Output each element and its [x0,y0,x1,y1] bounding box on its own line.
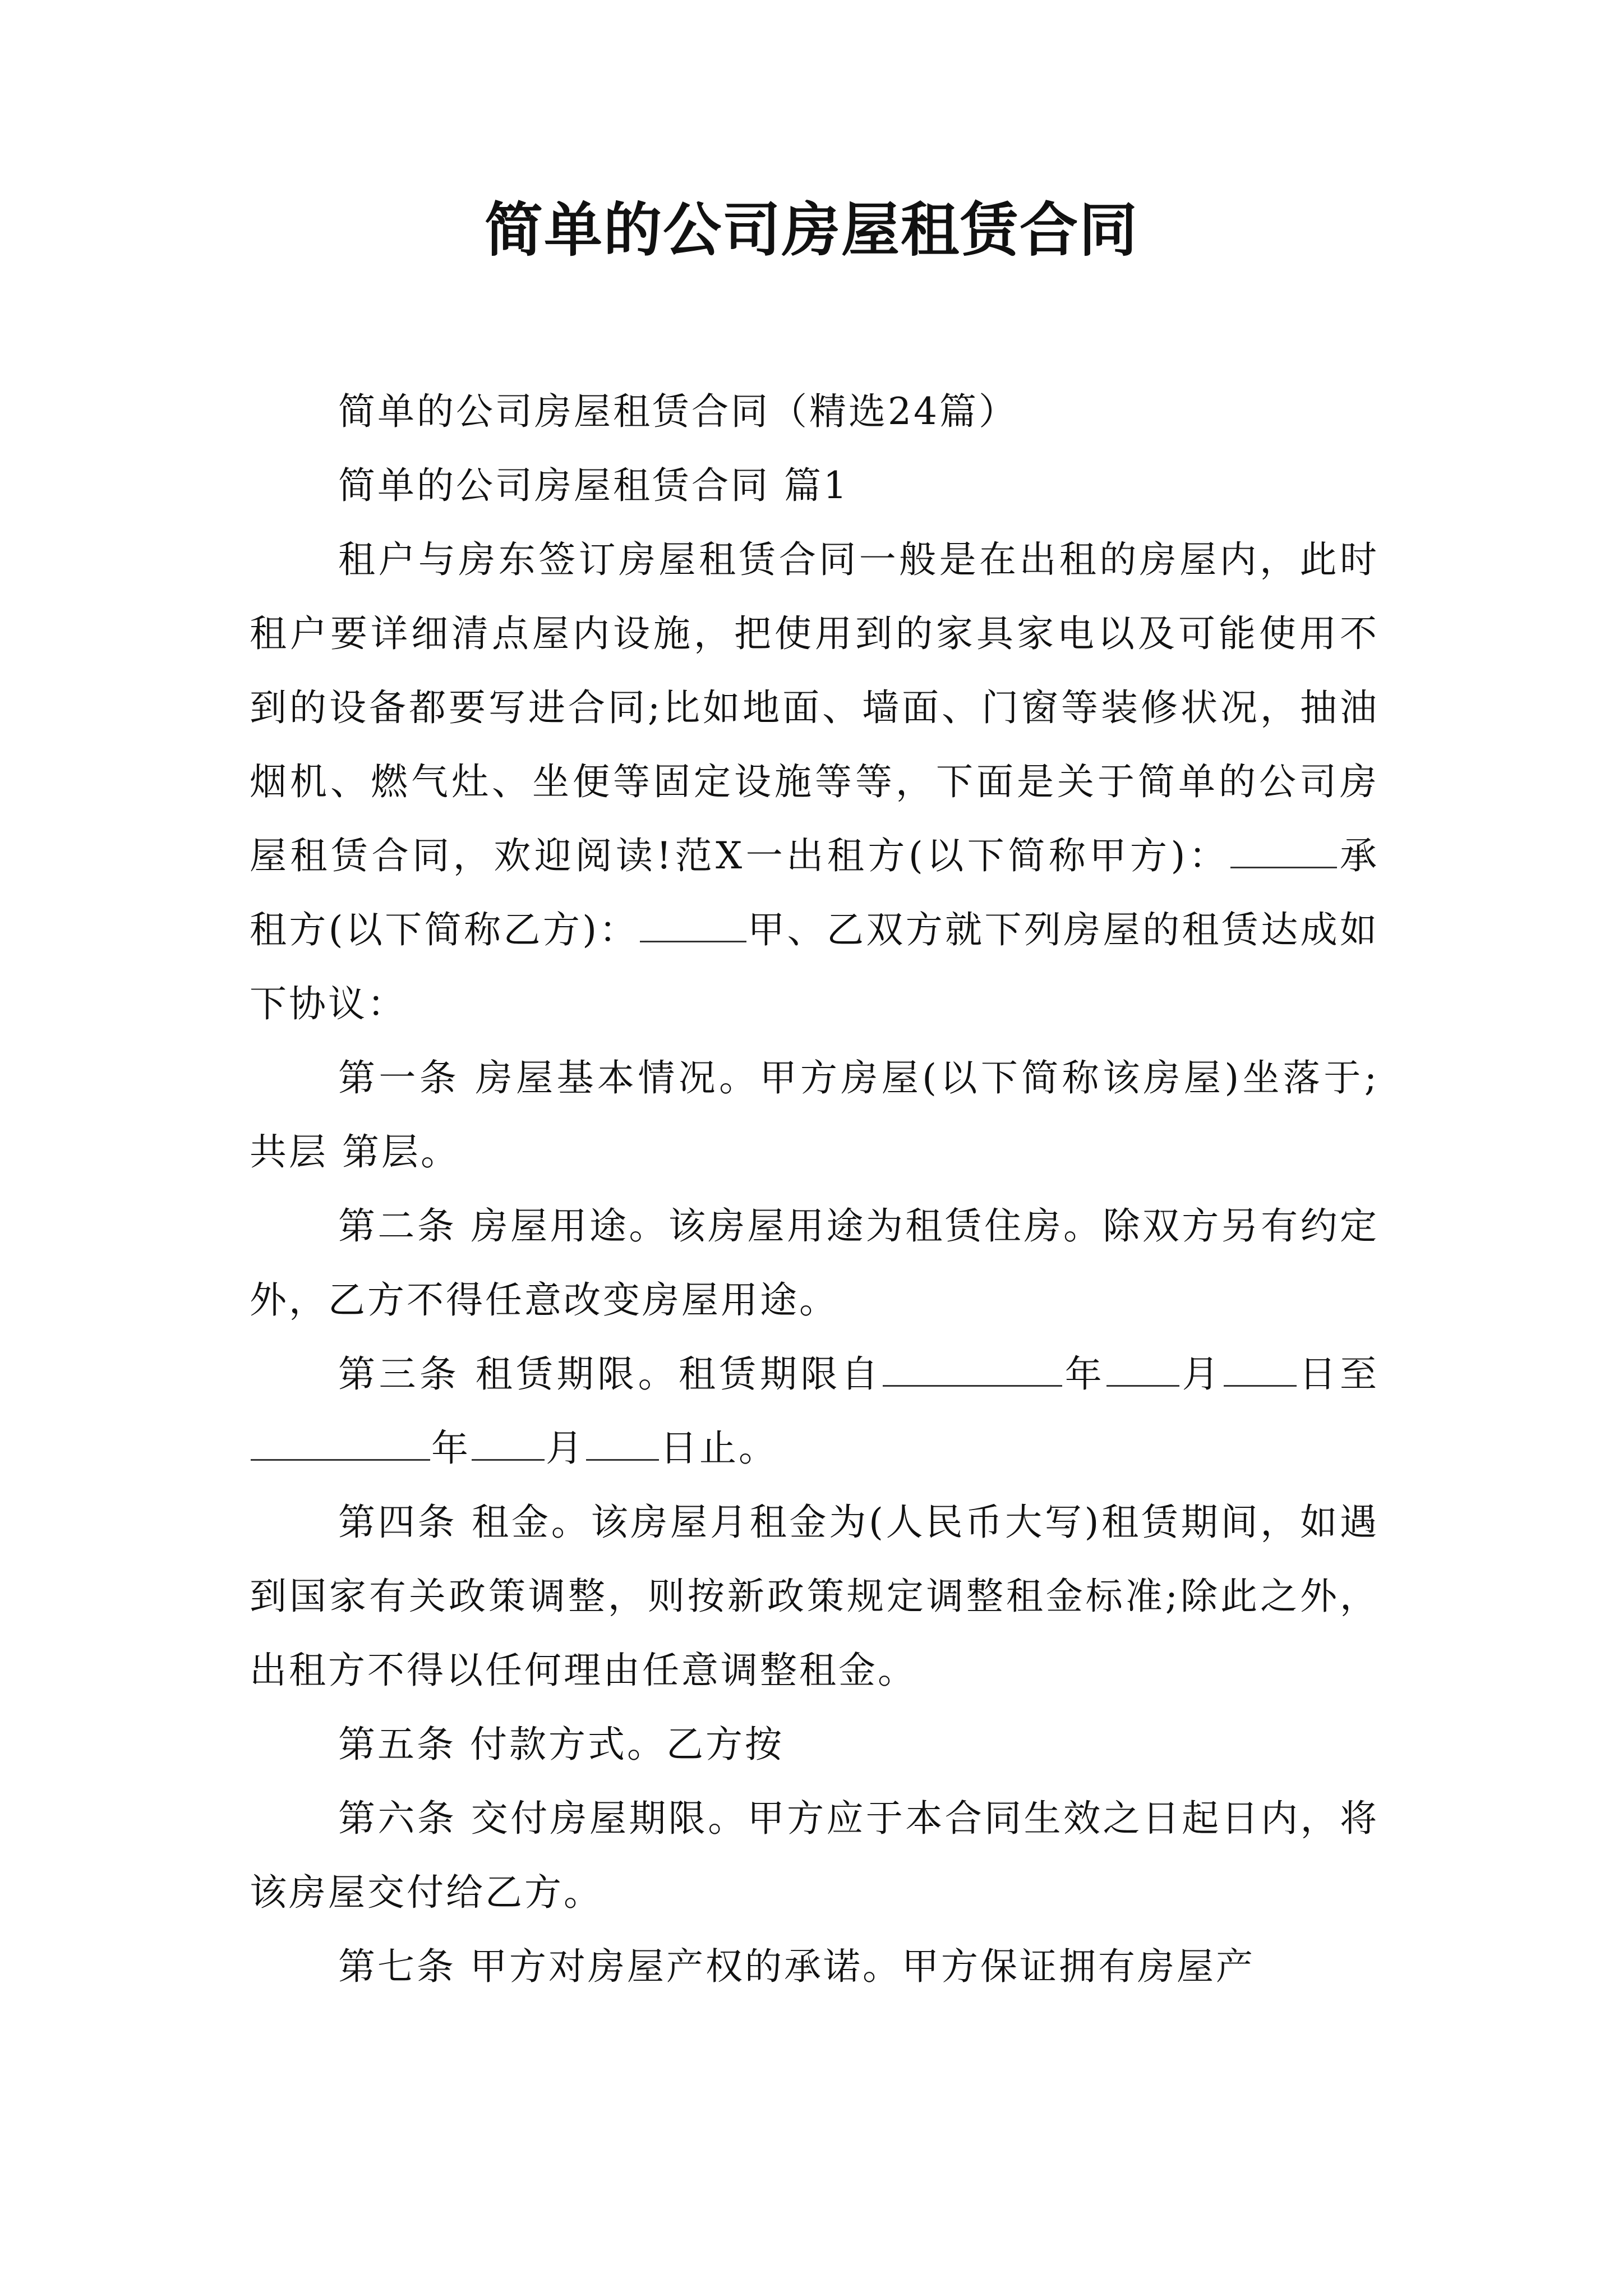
document-title: 简单的公司房屋租赁合同 [484,196,1138,264]
article-1: 第一条 房屋基本情况。甲方房屋(以下简称该房屋)坐落于;共层 第层。 [250,1056,1379,1174]
start-year-blank [883,1352,1062,1387]
document-body [250,375,1379,2004]
article-3-day-to: 日至 [1298,1352,1380,1396]
lessee-blank [640,908,746,942]
article-4: 第四条 租金。该房屋月租金为(人民币大写)租赁期间，如遇到国家有关政策调整，则按新政策规定调整租金标准;除此之外，出租方不得以任何理由任意调整租金。 [250,1501,1379,1692]
section-heading: 简单的公司房屋租赁合同 篇1 [338,464,849,507]
intro-text-1: 租户与房东签订房屋租赁合同一般是在出租的房屋内，此时租户要详细清点屋内设施，把使用到的家具家电以及可能使用不到的设备都要写进合同;比如地面、墙面、门窗等装修状况，抽油烟机、燃气灶、坐便等固定设施等等，下面是关于简单的公司房屋租赁合同，欢迎阅读!范X一出租方(以下简称甲方)： [250,538,1379,877]
article-3-year1: 年 [1063,1352,1106,1396]
article-3-year2: 年 [431,1427,471,1470]
article-3 [250,1337,1379,1485]
article-6: 第六条 交付房屋期限。甲方应于本合同生效之日起日内，将该房屋交付给乙方。 [250,1797,1379,1914]
intro-text-2: 承租方(以下简称乙方)： [250,834,1379,951]
start-month-blank [1106,1352,1179,1387]
lessor-blank [1230,834,1337,868]
end-month-blank [472,1427,545,1461]
end-year-blank [251,1427,430,1461]
article-2: 第二条 房屋用途。该房屋用途为租赁住房。除双方另有约定外，乙方不得任意改变房屋用途。 [250,1204,1379,1322]
article-3-month2: 月 [546,1427,585,1470]
end-day-blank [586,1427,659,1461]
intro-paragraph [250,523,1379,1041]
article-5: 第五条 付款方式。乙方按 [338,1723,784,1766]
article-3-prefix: 第三条 租赁期限。租赁期限自 [338,1352,882,1396]
article-3-end: 日止。 [660,1427,778,1470]
intro-text-3: 甲、乙双方就下列房屋的租赁达成如下协议： [250,908,1380,1025]
article-3-month1: 月 [1181,1352,1223,1396]
start-day-blank [1224,1352,1297,1387]
article-7: 第七条 甲方对房屋产权的承诺。甲方保证拥有房屋产 [338,1945,1255,1988]
subtitle: 简单的公司房屋租赁合同（精选24篇） [338,390,1018,433]
